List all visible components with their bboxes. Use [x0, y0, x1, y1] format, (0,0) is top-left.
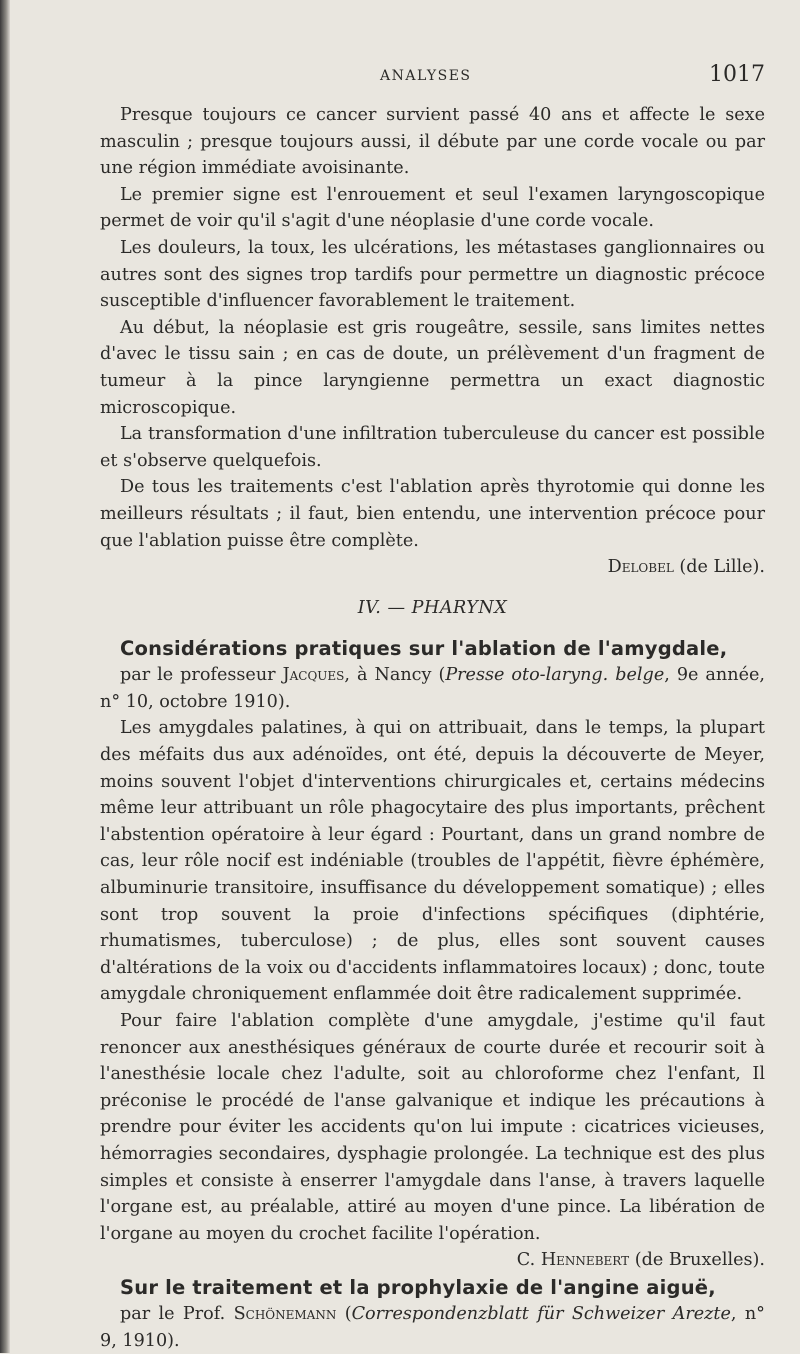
byline-date: année, n° 10, octobre 1910). [100, 665, 765, 712]
book-spine-shadow [0, 0, 10, 1353]
paragraph: Au début, la néoplasie est gris rougeâtre, sessile, sans limites nettes d'avec le tissu sain ; en cas de doute, un prélèvement d'un fragment de tumeur à la pince laryngienne permettra un exact diagnostic microscopique. [100, 317, 765, 418]
paragraph: Les amygdales palatines, à qui on attribuait, dans le temps, la plupart des méfaits dus aux adénoïdes, ont été, depuis la découverte de Meyer, moins souvent l'objet d'interventions chirurgicales et, certains médecins même leur attribuant un rôle phagocytaire des plus importants, prêchent l'abstention opératoire à leur égard : Pourtant, dans un grand nombre de cas, leur rôle nocif est indéniable (troubles de l'appétit, fièvre éphémère, albuminurie transitoire, insuffisance du développement somatique) ; elles sont trop souvent la proie d'infections spécifiques (diphtérie, rhumatismes, tuberculose) ; de plus, elles sont souvent causes d'altérations de la voix ou d'accidents inflammatoires locaux) ; donc, toute amygdale chroniquement enflammée doit être radicalement supprimée. [100, 718, 765, 1005]
signature-name: Hennebert [540, 1250, 630, 1271]
byline-author: Jacques [282, 665, 345, 686]
section-heading: IV. — PHARYNX [357, 597, 508, 618]
paragraph: Les douleurs, la toux, les ulcérations, les métastases ganglionnaires ou autres sont des signes trop tardifs pour permettre un diagnostic précoce susceptible d'influencer favorablement le traitement. [100, 237, 765, 312]
signature [100, 554, 765, 581]
paragraph: La transformation d'une infiltration tuberculeuse du cancer est possible et s'observe quelquefois. [100, 424, 765, 471]
paragraph: Presque toujours ce cancer survient passé 40 ans et affecte le sexe masculin ; presque toujours aussi, il débute par une corde vocale ou par une région immédiate avoisinante. [100, 105, 765, 179]
article-byline: par le Prof. Schönemann (Correspondenzblatt für Schweizer Arezte, n° 9, 1910). [100, 1303, 765, 1351]
paragraph: Le premier signe est l'enrouement et seul l'examen laryngoscopique permet de voir qu'il s'agit d'une néoplasie d'une corde vocale. [100, 184, 765, 232]
byline-author: Schönemann [233, 1303, 337, 1324]
byline-journal-suffix: , 9e [664, 665, 699, 686]
signature-initial: C. [516, 1250, 536, 1271]
page-body [100, 102, 765, 1354]
signature-name: Delobel [607, 557, 674, 578]
page-number: 1017 [709, 62, 765, 87]
article-title: Sur le traitement et la prophylaxie de l'angine aiguë, [120, 1275, 716, 1299]
signature [100, 1247, 765, 1274]
byline-prefix: par le Prof. [120, 1303, 226, 1324]
byline-journal: Correspondenzblatt für Schweizer Arezte [351, 1303, 731, 1324]
article-byline [100, 662, 765, 715]
signature-place: (de Bruxelles). [634, 1250, 765, 1271]
running-head: ANALYSES [380, 68, 472, 84]
article-title: Considérations pratiques sur l'ablation de l'amygdale, [120, 637, 728, 661]
byline-date: n° 9, 1910). [100, 1303, 765, 1351]
paragraph: Pour faire l'ablation complète d'une amygdale, j'estime qu'il faut renoncer aux anesthésiques généraux de courte durée et recourir soit à l'anesthésie locale chez l'adulte, soit au chloroforme chez l'enfant, Il préconise le procédé de l'anse galvanique et indique les précautions à prendre pour éviter les accidents qu'on lui impute : cicatrices vicieuses, hémorragies secondaires, dysphagie prolongée. La technique est des plus simples et consiste à enserrer l'amygdale dans l'anse, à travers laquelle l'organe est, au préalable, attiré au moyen d'une pince. La libération de l'organe au moyen du crochet facilite l'opération. [100, 1011, 765, 1244]
byline-prefix: par le professeur [120, 665, 276, 686]
page-header [100, 62, 765, 92]
signature-place: (de Lille). [679, 557, 765, 578]
byline-journal: Presse oto-laryng. belge [445, 665, 665, 686]
paragraph: De tous les traitements c'est l'ablation après thyrotomie qui donne les meilleurs résultats ; il faut, bien entendu, une intervention précoce pour que l'ablation puisse être complète. [100, 477, 765, 551]
byline-mid: , à Nancy ( [344, 665, 446, 686]
